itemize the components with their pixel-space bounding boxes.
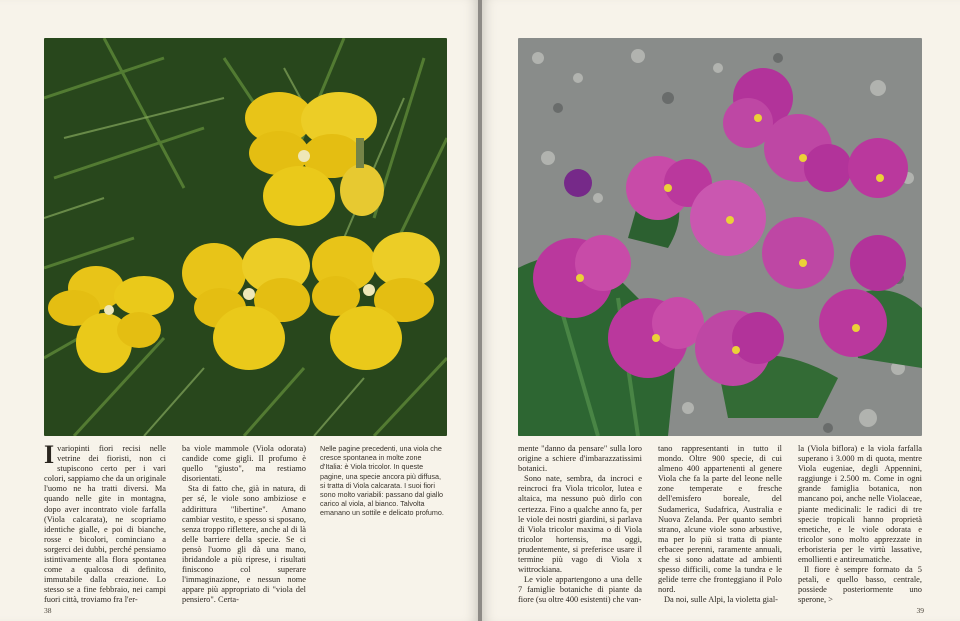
page-number-left: 38 <box>44 606 52 615</box>
dropcap: I <box>44 440 55 469</box>
left-col1-text: variopinti fiori recisi nelle vetrine dei fioristi, non ci stupiscono certo per i vari colori, sappiamo che da un originale l'uomo ne ha tratti diversi. Ma quando nelle gite in montagna, dopo aver incontrato viole farfalla (Viola calcarata), ne scopriamo identiche gialle, e poi di bianche, rosse e bicolori, cominciano a sorgerci dei dubbi, perché pensiamo istintivamente alla flora spontanea come a qualcosa di definito, immutabile dalla creazione. Lo stesso se a fine febbraio, nei campi fuori città, troviamo fra l'er- <box>44 444 166 605</box>
photo-caption: Nelle pagine precedenti, una viola che cresce spontanea in molte zone d'Italia: è Viola tricolor. In queste pagine, una specie ancora più diffusa, si tratta di Viola calcarata. I suoi fiori sono molto variabili: passano dal giallo carico al viola, al bianco. Talvolta emanano un sottile e delicato profumo. <box>320 444 444 518</box>
left-column-1 <box>44 440 166 606</box>
right-col3-paragraph-1: la (Viola biflora) e la viola farfalla superano i 3.000 m di quota, mentre Viola eugeniae, degli Appennini, raggiunge i 2.500 m. Come in ogni grande famiglia botanica, non mancano poi, anche nelle Violaceae, piante medicinali: le radici di tre specie tropicali hanno proprietà emetiche, e le viole odorata e tricolor sono molto apprezzate in erboristeria per le virtù lassative, emollienti e antireumatiche. <box>798 444 922 565</box>
left-col2-paragraph-1: ba viole mammole (Viola odorata) candide come gigli. Il profumo è quello "giusto", ma restiamo disorientati. <box>182 444 306 484</box>
right-column-2 <box>658 444 782 606</box>
right-col2-paragraph-1: tano rappresentanti in tutto il mondo. Oltre 900 specie, di cui almeno 400 appartenenti al genere Viola che fa la parte del leone nelle zone temperate e fresche dell'emisfero boreale, del Sudamerica, Sudafrica, Australia e Nuova Zelanda. Per quanto sembri strano, alcune viole sono arbustive, ma per lo più si tratta di piante erbacee perenni, raramente annuali, che si sono adattate ad ambienti spesso difficili, come la tundra e le gelide terre che fronteggiano il Polo nord. <box>658 444 782 595</box>
left-page <box>0 0 478 621</box>
left-column-2 <box>182 444 306 606</box>
right-col2-paragraph-2: Da noi, sulle Alpi, la violetta gial- <box>664 595 778 605</box>
left-col2-paragraph-2: Sta di fatto che, già in natura, di per sé, le viole sono ambiziose e addirittura "libertine". Amano cambiar vestito, e spesso si sposano, senza troppo riflettere, anche al di là delle barriere della specie. Se ci pensò l'uomo gli dà una mano, ibridandole a più riprese, i risultati finiscono col superare l'immaginazione, e nessun nome appare più appropriato di "viola del pensiero". Certa- <box>182 484 306 605</box>
right-page <box>482 0 960 621</box>
right-column-3 <box>798 444 922 606</box>
right-col1-paragraph-1: mente "danno da pensare" sulla loro origine a schiere d'imbarazzatissimi botanici. <box>518 444 642 474</box>
right-col1-paragraph-3: Le viole appartengono a una delle 7 famiglie botaniche di piante da fiore (su oltre 400 esistenti) che van- <box>518 575 642 605</box>
right-column-1 <box>518 444 642 606</box>
right-col3-paragraph-2: Il fiore è sempre formato da 5 petali, e quello basso, centrale, possiede posteriormente uno sperone, > <box>798 565 922 605</box>
page-number-right: 39 <box>916 606 924 615</box>
right-col1-paragraph-2: Sono nate, sembra, da incroci e reincroci fra Viola tricolor, lutea e altaica, ma nessuno può dirlo con certezza. Fino a qualche anno fa, per le viole dei nostri giardini, si parlava di Viola tricolor maxima o di Viola tricolor hortensis, ma oggi, prudentemente, si preferisce usare il termine più vago di Viola x wittrockiana. <box>518 474 642 575</box>
purple-violas-photo <box>518 38 922 436</box>
yellow-violas-photo <box>44 38 447 436</box>
